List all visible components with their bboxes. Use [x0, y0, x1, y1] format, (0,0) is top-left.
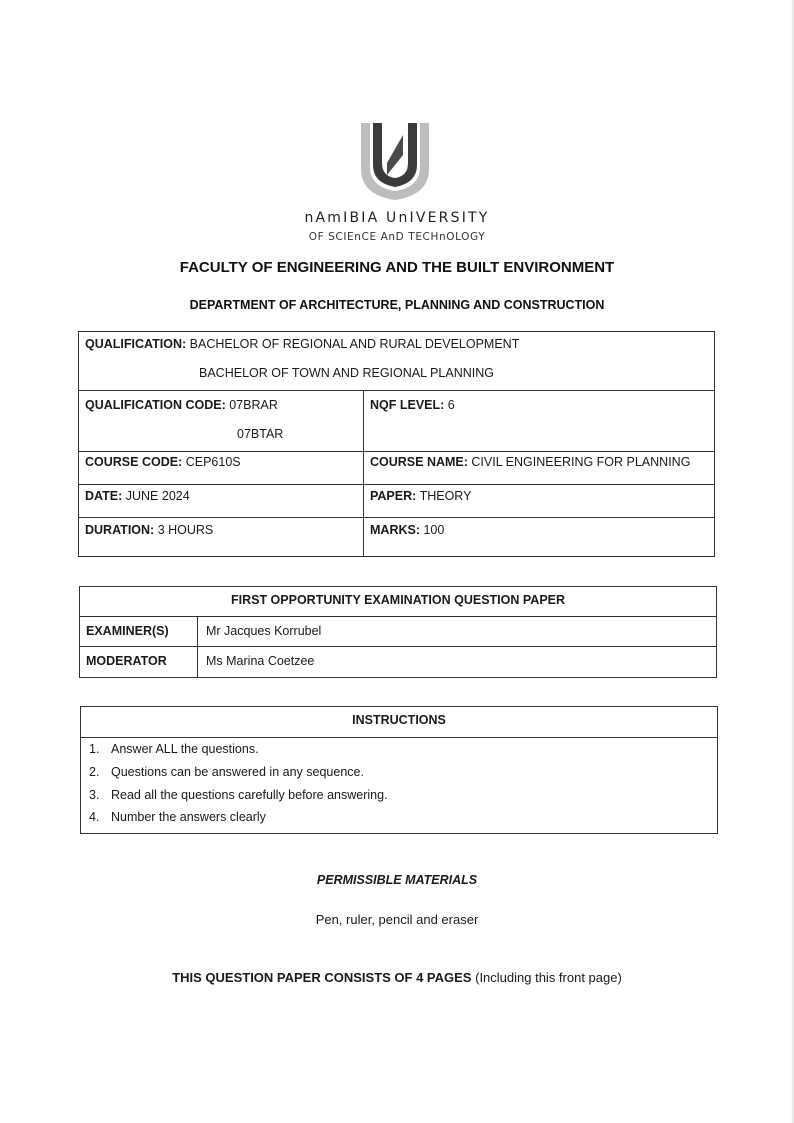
- instruction-item: [89, 741, 259, 757]
- instruction-text: Read all the questions carefully before answering.: [111, 788, 388, 802]
- instruction-text: Number the answers clearly: [111, 810, 266, 824]
- qualification-row: [85, 336, 705, 352]
- nqf-label: NQF LEVEL:: [370, 398, 445, 412]
- exam-title: FIRST OPPORTUNITY EXAMINATION QUESTION PAPER: [230, 593, 566, 607]
- course-code-label: COURSE CODE:: [85, 455, 183, 469]
- instruction-item: [89, 787, 388, 803]
- instructions-title: INSTRUCTIONS: [352, 713, 446, 727]
- duration-value: 3 HOURS: [157, 523, 214, 537]
- date-cell: [85, 488, 355, 504]
- university-name: nAmIBIA UnIVERSITY: [304, 210, 490, 226]
- marks-label: MARKS:: [370, 523, 420, 537]
- faculty-title: FACULTY OF ENGINEERING AND THE BUILT ENVIRONMENT: [179, 259, 615, 276]
- page-count-note: [0, 970, 794, 985]
- instruction-number: 2.: [89, 765, 100, 779]
- examiner-value: Mr Jacques Korrubel: [206, 624, 322, 638]
- permissible-materials-title: PERMISSIBLE MATERIALS: [316, 873, 478, 887]
- department-title: DEPARTMENT OF ARCHITECTURE, PLANNING AND CONSTRUCTION: [189, 298, 605, 312]
- qualification-code-2: 07BTAR: [237, 427, 284, 441]
- permissible-materials-list: Pen, ruler, pencil and eraser: [315, 912, 479, 927]
- qualification-label: QUALIFICATION:: [85, 337, 187, 351]
- qualification-value-2: BACHELOR OF TOWN AND REGIONAL PLANNING: [199, 366, 494, 380]
- date-value: JUNE 2024: [125, 489, 190, 503]
- instruction-number: 3.: [89, 788, 100, 802]
- moderator-value: Ms Marina Coetzee: [206, 654, 315, 668]
- paper-label: PAPER:: [370, 489, 417, 503]
- instruction-number: 1.: [89, 742, 100, 756]
- exam-table: [79, 586, 717, 678]
- marks-value: 100: [423, 523, 445, 537]
- instruction-text: Answer ALL the questions.: [111, 742, 259, 756]
- qualification-code-1: 07BRAR: [229, 398, 278, 412]
- qualification-code-label: QUALIFICATION CODE:: [85, 398, 226, 412]
- course-code-cell: [85, 454, 355, 470]
- details-table: [78, 331, 715, 557]
- paper-value: THEORY: [419, 489, 472, 503]
- instruction-item: [89, 764, 364, 780]
- course-code-value: CEP610S: [185, 455, 241, 469]
- course-name-label: COURSE NAME:: [370, 455, 468, 469]
- duration-label: DURATION:: [85, 523, 155, 537]
- university-shield-logo: [357, 121, 433, 201]
- qualification-value-1: BACHELOR OF REGIONAL AND RURAL DEVELOPMENT: [189, 337, 520, 351]
- moderator-label: MODERATOR: [86, 654, 167, 668]
- instruction-number: 4.: [89, 810, 100, 824]
- duration-cell: [85, 522, 355, 538]
- paper-cell: [370, 488, 710, 504]
- examiner-label: EXAMINER(S): [86, 624, 169, 638]
- university-subtitle: OF SCIEnCE AnD TECHnOLOGY: [308, 231, 486, 243]
- nqf-value: 6: [447, 398, 455, 412]
- marks-cell: [370, 522, 710, 538]
- page-count-normal: (Including this front page): [475, 970, 622, 985]
- page-count-bold: THIS QUESTION PAPER CONSISTS OF 4 PAGES: [172, 970, 472, 985]
- instruction-text: Questions can be answered in any sequence.: [111, 765, 364, 779]
- course-name-value: CIVIL ENGINEERING FOR PLANNING: [471, 455, 691, 469]
- nqf-cell: [370, 397, 710, 413]
- instruction-item: [89, 809, 266, 825]
- date-label: DATE:: [85, 489, 123, 503]
- course-name-cell: [370, 454, 715, 470]
- instructions-table: [80, 706, 718, 834]
- qualification-code-cell: [85, 397, 355, 413]
